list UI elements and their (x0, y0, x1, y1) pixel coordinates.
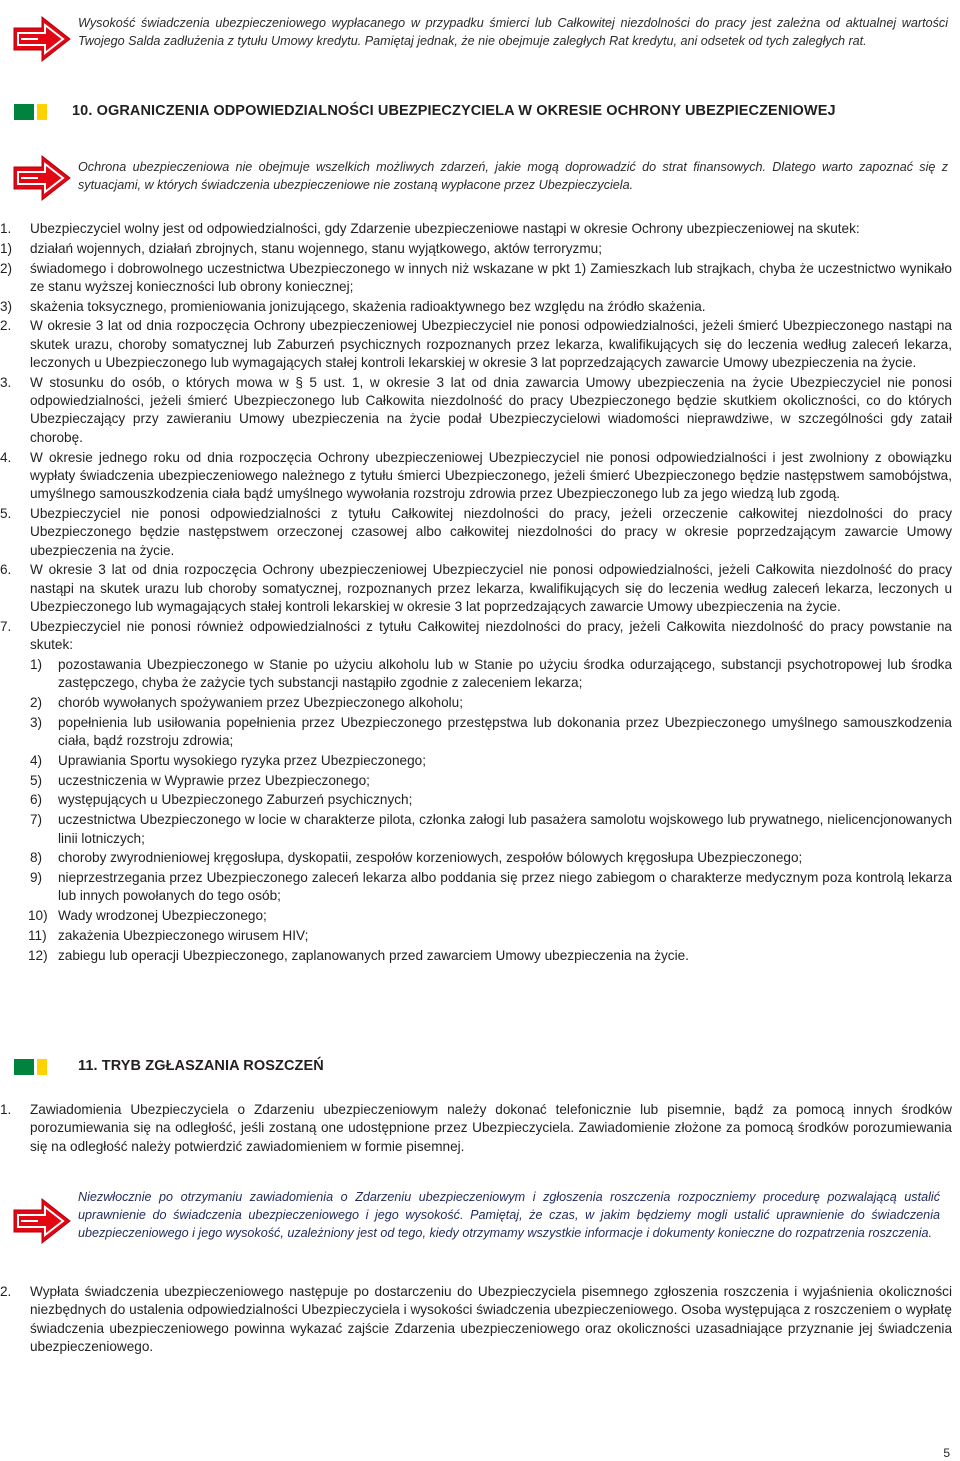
list-item: 4) Uprawiania Sportu wysokiego ryzyka przez Ubezpieczonego; (30, 752, 426, 768)
section-title: 11. TRYB ZGŁASZANIA ROSZCZEŃ (78, 1058, 324, 1074)
list-item: 10) Wady wrodzonej Ubezpieczonego; (28, 908, 267, 924)
list-item: 5. Ubezpieczyciel nie ponosi odpowiedzialności z tytułu Całkowitej niezdolności do pracy, jeżeli orzeczenie całkowitej niezdolności do pracy Ubezpieczonego będzie następstwem orzeczonej czasowej albo całkowitej niezdolności do pracy w okresie poprzedzającym zawarcie Umowy ubezpieczenia na życie. (0, 505, 952, 558)
list-item: 1. Ubezpieczyciel wolny jest od odpowiedzialności, gdy Zdarzenie ubezpieczeniowe nastąpi w okresie Ochrony ubezpieczeniowej na skutek: (0, 221, 860, 236)
list-item: 4. W okresie jednego roku od dnia rozpoczęcia Ochrony ubezpieczeniowej Ubezpieczyciel nie ponosi odpowiedzialności i jest zwolniony z obowiązku wypłaty świadczenia ubezpieczeniowego należnego z tytułu śmierci Ubezpieczonego, jeżeli śmierć Ubezpieczonego będzie następstwem samobójstwa, umyślnego samouszkodzenia ciała bądź umyślnego wywołania rozstroju zdrowia przez Ubezpieczonego lub za jego wiedzą lub zgodą. (0, 449, 952, 502)
note-text: Ochrona ubezpieczeniowa nie obejmuje wszelkich możliwych zdarzeń, jakie mogą doprowadzić do strat finansowych. Dlatego warto zapoznać się z sytuacjami, w których świadczenia ubezpieczeniowe nie zostaną wypłacone przez Ubezpieczyciela. (78, 160, 948, 192)
list-item: 1) działań wojennych, działań zbrojnych, stanu wojennego, stanu wyjątkowego, aktów terroryzmu; (0, 240, 602, 256)
note-callout-section11 (0, 1184, 960, 1264)
section-heading-11 (14, 1057, 944, 1079)
note-text: Niezwłocznie po otrzymaniu zawiadomienia o Zdarzeniu ubezpieczeniowym i zgłoszenia roszczenia rozpoczniemy procedurę pozwalającą ustalić uprawnienie do świadczenia ubezpieczeniowego i jego wysokość. Pamiętaj, że czas, w jakim będziemy mogli ustalić uprawnienie do świadczenia ubezpieczeniowego i jego wysokość, uzależniony jest od tego, kiedy otrzymamy wszystkie informacje i dokumenty konieczne do rozpatrzenia roszczenia. (78, 1190, 940, 1240)
list-item: 7) uczestnictwa Ubezpieczonego w locie w charakterze pilota, członka załogi lub pasażera samolotu wojskowego lub prywatnego, nielicencjonowanych linii lotniczych; (30, 812, 952, 846)
list-item: 1. Zawiadomienia Ubezpieczyciela o Zdarzeniu ubezpieczeniowym należy dokonać telefonicznie lub pisemnie, bądź za pomocą innych środków porozumiewania się na odległość, jeśli zostaną one udostępnione przez Ubezpieczyciela. Zawiadomienie złożone za pomocą środków porozumiewania się na odległość należy potwierdzić zawiadomieniem w formie pisemnej. (0, 1102, 952, 1154)
section-heading-10 (14, 102, 944, 124)
yellow-square-marker (37, 104, 47, 120)
list-item: 2. W okresie 3 lat od dnia rozpoczęcia Ochrony ubezpieczeniowej Ubezpieczyciel nie ponosi odpowiedzialności, jeżeli śmierć Ubezpieczonego nastąpi na skutek urazu, choroby somatycznej lub Zaburzeń psychicznych rozpoznanych przez lekarza, kwalifikujących się do leczenia według zaleceń lekarza, leczonych u Ubezpieczonego lub wymagających stałej kontroli lekarskiej w okresie 3 lat poprzedzających zawarcie Umowy ubezpieczenia na życie. (0, 318, 952, 371)
list-item: 11) zakażenia Ubezpieczonego wirusem HIV; (28, 927, 309, 943)
list-item: 2. Wypłata świadczenia ubezpieczeniowego następuje po dostarczeniu do Ubezpieczyciela pisemnego zgłoszenia roszczenia i wyjaśnienia okoliczności niezbędnych do ustalenia odpowiedzialności Ubezpieczyciela i wysokości świadczenia ubezpieczeniowego. Osoba występująca z roszczeniem o wypłatę świadczenia ubezpieczeniowego powinna wykazać zajście Zdarzenia ubezpieczeniowego oraz okoliczności uzasadniające przyznanie jej świadczenia ubezpieczeniowego. (0, 1284, 952, 1354)
section10-body (0, 220, 960, 967)
list-item: 3) skażenia toksycznego, promieniowania jonizującego, skażenia radioaktywnego bez względu na źródło skażenia. (0, 298, 706, 314)
pointing-hand-arrow-icon (12, 1196, 74, 1246)
list-item: 2) świadomego i dobrowolnego uczestnictwa Ubezpieczonego w innych niż wskazane w pkt 1) Zamieszkach lub strajkach, chyba że uczestnictwo wynikało ze stanu wyższej konieczności lub obrony koniecznej; (0, 260, 952, 294)
note-text: Wysokość świadczenia ubezpieczeniowego wypłacanego w przypadku śmierci lub Całkowitej niezdolności do pracy jest zależna od aktualnej wartości Twojego Salda zadłużenia z tytułu Umowy kredytu. Pamiętaj jednak, że nie obejmuje zaległych Rat kredytu, ani odsetek od tych zaległych rat. (78, 16, 948, 48)
yellow-square-marker (37, 1059, 47, 1075)
pointing-hand-arrow-icon (12, 14, 74, 64)
list-item: 5) uczestniczenia w Wyprawie przez Ubezpieczonego; (30, 772, 370, 788)
green-square-marker (14, 1059, 34, 1075)
pointing-hand-arrow-icon (12, 153, 74, 203)
note-callout-section10 (0, 150, 960, 194)
page-number: 5 (943, 1446, 950, 1460)
list-item: 3) popełnienia lub usiłowania popełnienia przez Ubezpieczonego przestępstwa lub dokonania przez Ubezpieczonego umyślnego samouszkodzenia ciała, bądź rozstroju zdrowia; (30, 714, 952, 749)
note-callout-top (0, 8, 960, 70)
list-item: 7. Ubezpieczyciel nie ponosi również odpowiedzialności z tytułu Całkowitej niezdolności do pracy, jeżeli Całkowita niezdolność do pracy powstanie na skutek: (0, 618, 952, 653)
list-item: 12) zabiegu lub operacji Ubezpieczonego, zaplanowanych przed zawarciem Umowy ubezpieczenia na życie. (28, 947, 689, 963)
list-item: 8) choroby zwyrodnieniowej kręgosłupa, dyskopatii, zespołów korzeniowych, zespołów bólowych kręgosłupa Ubezpieczonego; (30, 850, 803, 866)
list-item: 6. W okresie 3 lat od dnia rozpoczęcia Ochrony ubezpieczeniowej Ubezpieczyciel nie ponosi odpowiedzialności, jeżeli Całkowita niezdolność do pracy nastąpi na skutek urazu lub choroby somatycznej, rozpoznanych przez lekarza, kwalifikujących się do leczenia według zaleceń lekarza, leczonych u Ubezpieczonego lub wymagających stałej kontroli lekarskiej w okresie 3 lat poprzedzających zawarcie Umowy ubezpieczenia na życie. (0, 562, 952, 614)
list-item: 9) nieprzestrzegania przez Ubezpieczonego zaleceń lekarza albo poddania się przez niego zabiegom o charakterze medycznym poza kontrolą lekarza lub innych powołanych do tego osób; (30, 870, 952, 904)
list-item: 1) pozostawania Ubezpieczonego w Stanie po użyciu alkoholu lub w Stanie po użyciu środka odurzającego, substancji psychotropowej lub środka zastępczego, chyba że zażycie tych substancji nastąpiło zgodnie z zaleceniem lekarza; (30, 656, 952, 691)
green-square-marker (14, 104, 34, 120)
list-item: 3. W stosunku do osób, o których mowa w § 5 ust. 1, w okresie 3 lat od dnia zawarcia Umowy ubezpieczenia na życie Ubezpieczyciel nie ponosi odpowiedzialności, jeżeli śmierć Ubezpieczonego lub Całkowita niezdolność do pracy Ubezpieczonego będzie skutkiem okoliczności, co do których Ubezpieczający przy zawieraniu Umowy ubezpieczenia na życie podał Ubezpieczycielowi wiadomości nieprawdziwe, w szczególności gdy zataił chorobę. (0, 374, 952, 445)
section11-body-1 (0, 1101, 960, 1157)
list-item: 6) występujących u Ubezpieczonego Zaburzeń psychicznych; (30, 792, 413, 808)
section-title: 10. OGRANICZENIA ODPOWIEDZIALNOŚCI UBEZPIECZYCIELA W OKRESIE OCHRONY UBEZPIECZENIOWEJ (72, 103, 836, 119)
list-item: 2) chorób wywołanych spożywaniem przez Ubezpieczonego alkoholu; (30, 694, 464, 710)
section11-body-2 (0, 1283, 960, 1358)
